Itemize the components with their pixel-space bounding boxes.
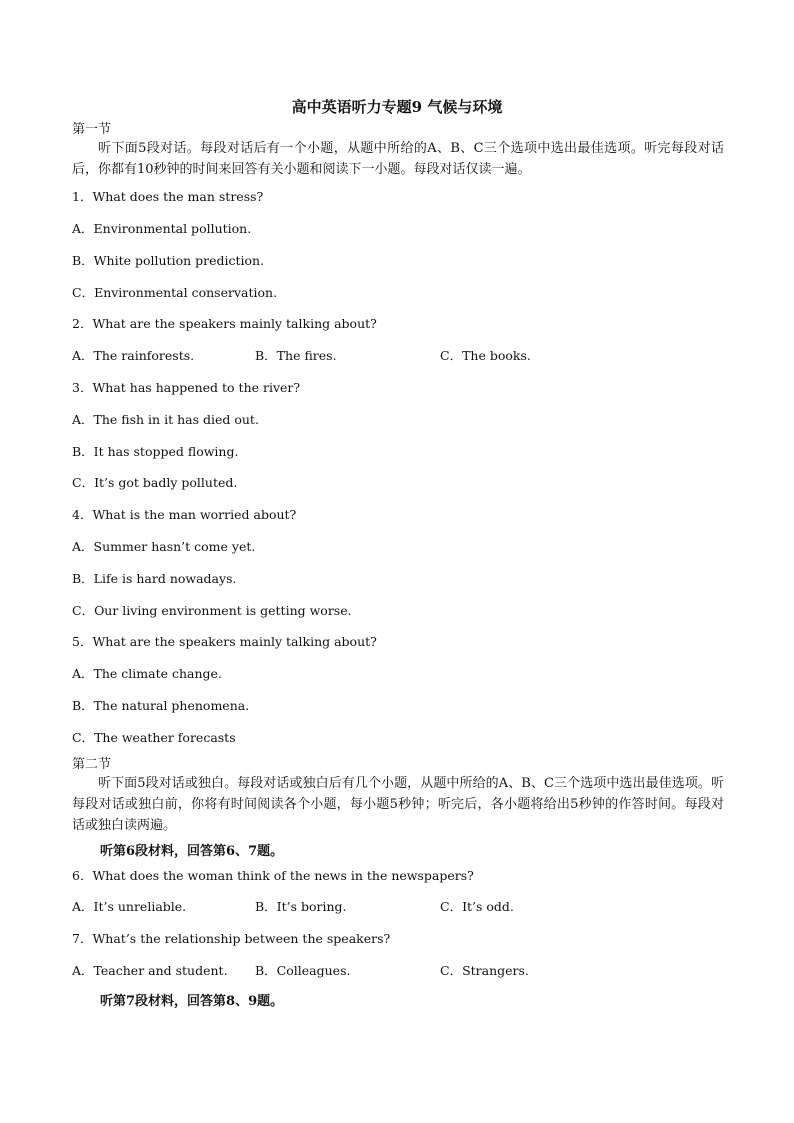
page-title: 高中英语听力专题9 气候与环境 [291,98,503,116]
q4-option-b: B．Life is hard nowadays. [72,571,237,586]
q4-option-c: C．Our living environment is getting worse. [72,603,352,618]
q2-option-c: C．The books. [440,348,531,363]
section-heading-2: 第二节 [72,757,112,772]
q6-option-c: C．It’s odd. [440,899,514,914]
question-3: 3．What has happened to the river? [72,380,301,395]
q7-option-b: B．Colleagues. [255,963,351,978]
question-6: 6．What does the woman think of the news in the newspapers? [72,868,474,883]
q2-option-a: A．The rainforests. [72,348,195,363]
q6-options-row [72,897,772,915]
section-heading-1: 第一节 [72,122,112,137]
question-4: 4．What is the man worried about? [72,507,297,522]
q7-option-a: A．Teacher and student. [72,963,228,978]
q5-option-c: C．The weather forecasts [72,730,236,745]
material-7-heading: 听第7段材料，回答第8、9题。 [100,994,284,1009]
question-1: 1．What does the man stress? [72,189,264,204]
q1-option-c: C．Environmental conservation. [72,285,278,300]
q3-option-a: A．The fish in it has died out. [72,412,259,427]
q1-option-a: A．Environmental pollution. [72,221,252,236]
q2-options-row [72,346,772,364]
section-2-instructions: 听下面5段对话或独白。每段对话或独白后有几个小题，从题中所给的A、B、C三个选项中选出最佳选项。听每段对话或独白前，你将有时间阅读各个小题，每小题5秒钟；听完后，各小题将给出5秒钟的作答时间。每段对话或独白读两遍。 [72,776,724,833]
q1-option-b: B．White pollution prediction. [72,253,265,268]
q5-option-a: A．The climate change. [72,666,222,681]
q5-option-b: B．The natural phenomena. [72,698,250,713]
q3-option-b: B．It has stopped flowing. [72,444,239,459]
section-1-instructions: 听下面5段对话。每段对话后有一个小题，从题中所给的A、B、C三个选项中选出最佳选项。听完每段对话后，你都有10秒钟的时间来回答有关小题和阅读下一小题。每段对话仅读一遍。 [72,141,724,177]
question-7: 7．What’s the relationship between the speakers? [72,931,391,946]
q4-option-a: A．Summer hasn’t come yet. [72,539,256,554]
q7-option-c: C．Strangers. [440,963,529,978]
q2-option-b: B．The fires. [255,348,337,363]
q6-option-b: B．It’s boring. [255,899,347,914]
question-5: 5．What are the speakers mainly talking about? [72,634,377,649]
q7-options-row [72,961,772,979]
q3-option-c: C．It’s got badly polluted. [72,475,238,490]
q6-option-a: A．It’s unreliable. [72,899,187,914]
question-2: 2．What are the speakers mainly talking about? [72,316,377,331]
material-6-heading: 听第6段材料，回答第6、7题。 [100,844,284,859]
